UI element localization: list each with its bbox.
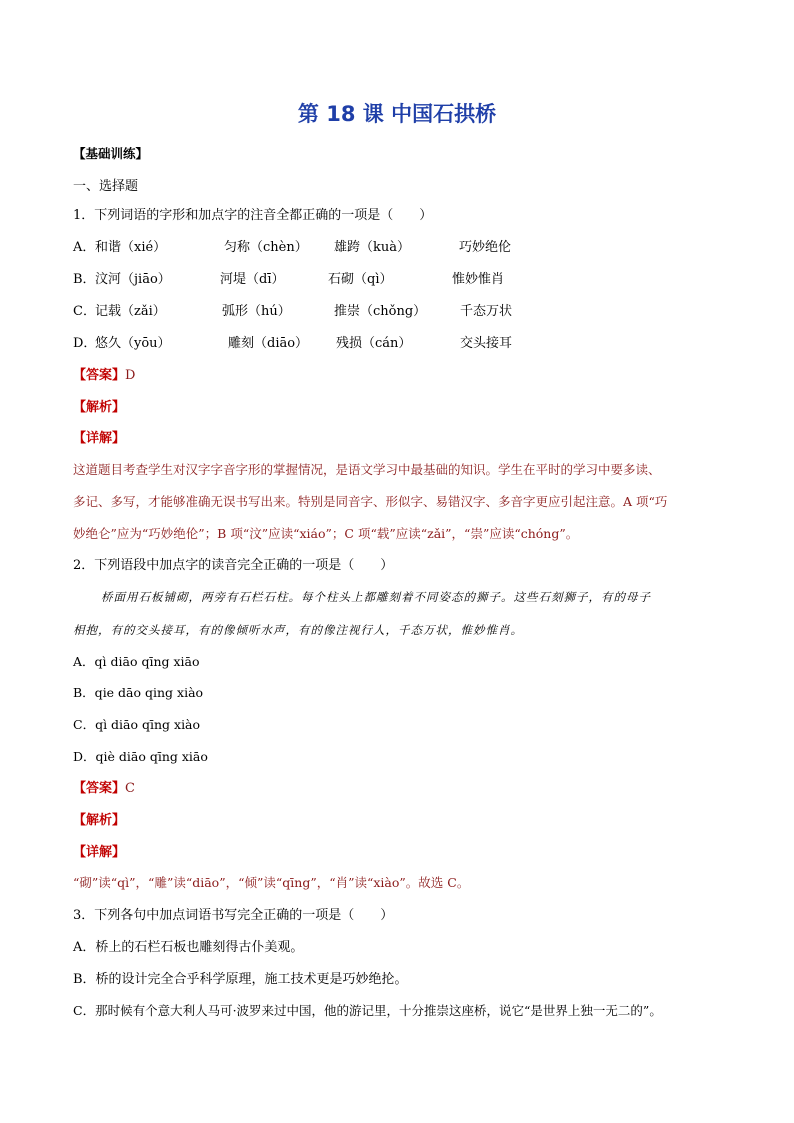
option-label: B． xyxy=(73,272,96,287)
passage-line: 相抱，有的交头接耳，有的像倾听水声，有的像注视行人，千态万状，惟妙惟肖。 xyxy=(73,623,523,637)
question-2-option-b: B．qie dāo qing xiào xyxy=(73,685,204,700)
answer-value: D xyxy=(125,368,136,383)
option-item: 记载（zǎi） xyxy=(95,304,166,319)
question-3-option-a: A．桥上的石栏石板也雕刻得古仆美观。 xyxy=(73,940,304,955)
detail-line: 妙绝仑”应为“巧妙绝伦”；B 项“汶”应读“xiáo”；C 项“载”应读“zǎi”，“崇”应读“chóng”。 xyxy=(73,526,579,541)
detail-line: 多记、多写，才能够准确无误书写出来。特别是同音字、形似字、易错汉字、多音字更应引起注意。A 项“巧 xyxy=(73,494,668,509)
option-item: 推崇（chǒng） xyxy=(334,304,427,319)
option-item: 河堤（dī） xyxy=(220,272,285,287)
passage-line: 桥面用石板铺砌，两旁有石栏石柱。每个柱头上都雕刻着不同姿态的狮子。这些石刻狮子，有的母子 xyxy=(101,590,651,604)
question-3-option-b: B．桥的设计完全合乎科学原理，施工技术更是巧妙绝抡。 xyxy=(73,972,408,987)
option-item: 惟妙惟肖 xyxy=(452,272,505,287)
answer-tag: 【答案】 xyxy=(73,781,126,796)
question-2-option-a: A．qì diāo qīng xiāo xyxy=(73,654,200,669)
option-item: 和谐（xié） xyxy=(95,240,167,255)
question-2-stem: 2．下列语段中加点字的读音完全正确的一项是（ ） xyxy=(73,558,394,573)
answer-line xyxy=(73,782,135,795)
page-title: 第 18 课 中国石拱桥 xyxy=(297,102,497,126)
analysis-tag: 【解析】 xyxy=(73,813,126,828)
answer-value: C xyxy=(125,781,135,796)
analysis-tag: 【解析】 xyxy=(73,400,126,415)
question-2-option-d: D．qiè diāo qīng xiāo xyxy=(73,749,208,764)
question-2-option-c: C．qì diāo qīng xiào xyxy=(73,717,201,732)
answer-line xyxy=(73,369,135,382)
option-label: A． xyxy=(73,240,96,255)
answer-tag: 【答案】 xyxy=(73,368,126,383)
question-1-stem: 1．下列词语的字形和加点字的注音全都正确的一项是（ ） xyxy=(73,208,433,223)
detail-line: “砌”读“qì”，“雕”读“diāo”，“倾”读“qīng”，“肖”读“xiào”。故选 C。 xyxy=(73,875,470,890)
section-header: 【基础训练】 xyxy=(73,146,149,161)
option-item: 弧形（hú） xyxy=(222,304,291,319)
option-item: 匀称（chèn） xyxy=(224,240,308,255)
option-label: D． xyxy=(73,336,97,351)
option-item: 交头接耳 xyxy=(460,336,513,351)
part-heading: 一、选择题 xyxy=(73,179,139,194)
question-3-stem: 3．下列各句中加点词语书写完全正确的一项是（ ） xyxy=(73,908,394,923)
option-item: 残损（cán） xyxy=(336,336,412,351)
option-item: 雄跨（kuà） xyxy=(334,240,411,255)
detail-line: 这道题目考查学生对汉字字音字形的掌握情况，是语文学习中最基础的知识。学生在平时的学习中要多读、 xyxy=(73,462,661,477)
option-item: 雕刻（diāo） xyxy=(228,336,309,351)
option-label: C． xyxy=(73,304,96,319)
option-item: 巧妙绝伦 xyxy=(459,240,512,255)
option-item: 汶河（jiāo） xyxy=(95,272,171,287)
option-item: 石砌（qì） xyxy=(328,272,393,287)
detail-tag: 【详解】 xyxy=(73,845,126,860)
option-item: 千态万状 xyxy=(460,304,513,319)
detail-tag: 【详解】 xyxy=(73,431,126,446)
question-3-option-c: C．那时候有个意大利人马可·波罗来过中国，他的游记里，十分推崇这座桥，说它“是世界上独一无二的”。 xyxy=(73,1003,662,1018)
option-item: 悠久（yōu） xyxy=(95,336,171,351)
